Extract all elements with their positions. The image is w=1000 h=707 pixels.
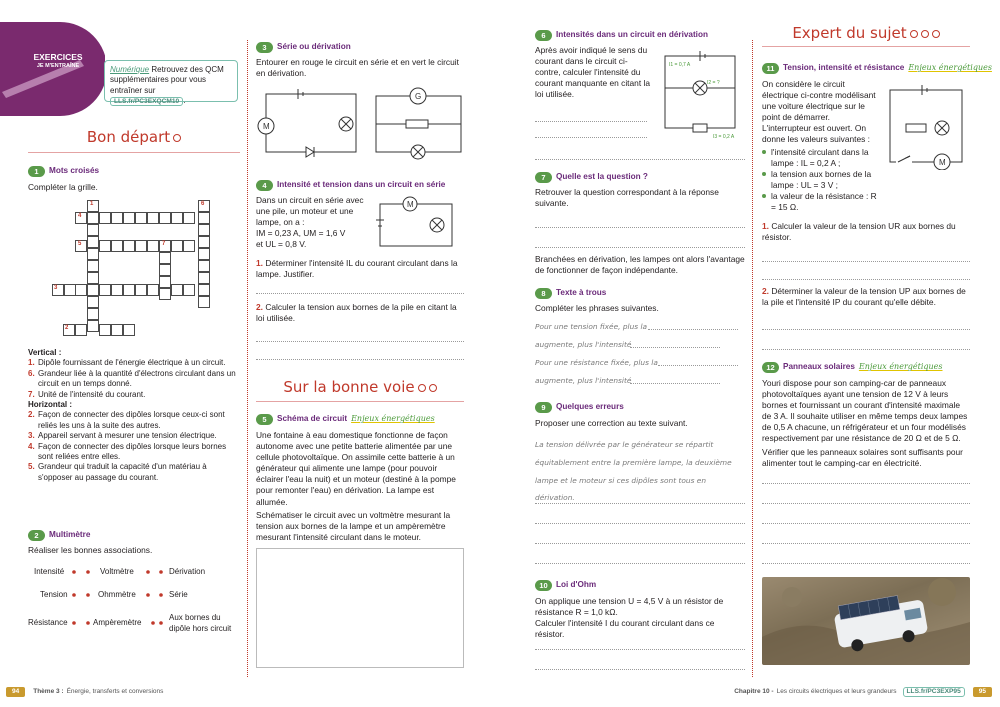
section-expert: Expert du sujet [762, 24, 970, 44]
match-middle: Ampèremètre [93, 618, 142, 627]
ex8-text: Compléter les phrases suivantes. [535, 303, 659, 313]
ex7-header: 7 Quelle est la question ? [535, 172, 648, 183]
ex6-circuit [655, 46, 745, 141]
numerique-text: Retrouvez des QCM supplémentaires pour vous entraîner sur [110, 65, 224, 95]
ex11-q1: 1. Calculer la valeur de la tension UR aux bornes du résistor. [762, 221, 956, 243]
ex5-answer-box[interactable] [256, 548, 464, 668]
section-bonne-voie: Sur la bonne voie [256, 378, 464, 398]
camper-van-photo [762, 577, 970, 665]
match-middle: Ohmmètre [98, 590, 136, 599]
match-right: Aux bornes du dipôle hors circuit [169, 613, 232, 633]
match-right: Série [169, 590, 188, 599]
clue-item: 6. Grandeur liée à la quantité d'électrons circulant dans un circuit en un temps donné. [28, 368, 236, 389]
page-number-left: 94 [6, 687, 25, 698]
ex11-intro: On considère le circuit électrique ci-contre modélisant une voiture électrique sur le point de démarrer. L'interrupteur est ouvert. On donne les valeurs suivantes : [762, 79, 876, 145]
ex5-header: 5 Schéma de circuit Enjeux énergétiques [256, 414, 435, 425]
ex10-text: On applique une tension U = 4,5 V à un résistor de résistance R = 1,0 kΩ. Calculer l'intensité I du courant circulant dans ce résistor. [535, 596, 724, 640]
numerique-box: Numérique Retrouvez des QCM supplémentaires pour vous entraîner sur LLS.fr/PC3EXQCM10 . [104, 60, 238, 102]
grid-number: 1 [90, 201, 94, 207]
clue-item: 2. Façon de connecter des dipôles lorsque ceux-ci sont reliés les uns à la suite des autres. [28, 410, 225, 430]
matching-exercise[interactable] [28, 565, 243, 640]
ex8-line: augmente, plus l'intensité [535, 340, 632, 349]
section-bon-depart: Bon départ [28, 128, 240, 148]
grid-number: 4 [78, 213, 82, 219]
ex6-text: Après avoir indiqué le sens du courant dans le circuit ci-contre, calculer l'intensité du courant manquante en citant la loi utilisée. [535, 45, 651, 100]
ex11-header: 11 Tension, intensité et résistance Enjeux énergétiques [762, 63, 992, 74]
ex1-header [28, 166, 99, 177]
match-right: Dérivation [169, 567, 206, 576]
ex8-header: 8 Texte à trous [535, 288, 606, 299]
footer-link[interactable]: LLS.fr/PC3EXP95 [903, 687, 965, 698]
ex9-header: 9 Quelques erreurs [535, 402, 624, 413]
svg-text:M: M [407, 200, 414, 209]
ex11-circuit [880, 80, 970, 170]
page-number-right: 95 [973, 687, 992, 698]
ex9-text: Proposer une correction au texte suivant. [535, 418, 688, 428]
ex2-header: 2 Multimètre [28, 530, 90, 541]
grid-number: 7 [162, 241, 166, 247]
match-middle: Voltmètre [100, 567, 134, 576]
clue-item: 1. Dipôle fournissant de l'énergie électrique à un circuit. [28, 358, 226, 368]
ex2-instruction: Réaliser les bonnes associations. [28, 545, 153, 555]
crossword-grid[interactable] [54, 200, 220, 340]
badge-line2: JE M'ENTRAÎNE [36, 63, 80, 70]
svg-text:M: M [939, 158, 946, 167]
motor-symbol: M [263, 122, 270, 131]
match-left: Tension [40, 590, 68, 599]
ex11-q2: 2. Déterminer la valeur de la tension UP aux bornes de la pile et l'intensité IP du courant qu'elle débite. [762, 286, 966, 308]
ex7-text: Retrouver la question correspondant à la réponse suivante. [535, 187, 719, 209]
badge-line1: EXERCICES [33, 52, 83, 62]
ex8-line: augmente, plus l'intensité [535, 376, 632, 385]
clue-item: 5. Grandeur qui traduit la capacité d'un matériau à s'opposer au passage du courant. [28, 462, 207, 482]
ex6-header: 6 Intensités dans un circuit en dérivation [535, 30, 708, 41]
ex1-number: 1 [28, 166, 45, 177]
svg-text:I3 = 0,2 A: I3 = 0,2 A [713, 134, 735, 140]
ex3-header: 3 Série ou dérivation [256, 42, 351, 53]
ex8-line: Pour une tension fixée, plus la [535, 322, 648, 331]
match-left: Résistance [28, 618, 68, 627]
ex3-text: Entourer en rouge le circuit en série et en vert le circuit en dérivation. [256, 57, 459, 79]
clue-item: 4. Façon de connecter des dipôles lorsque leurs bornes sont reliées entre elles. [28, 441, 227, 461]
grid-number: 2 [65, 325, 69, 331]
ex1-title: Mots croisés [49, 166, 100, 176]
ex10-header: 10 Loi d'Ohm [535, 580, 596, 591]
ex9-handwritten: La tension délivrée par le générateur se répartit équitablement entre la première lampe, la deuxième lampe et le moteur si ces dipôles sont tous en dérivation. [535, 440, 732, 503]
ex7-answer: Branchées en dérivation, les lampes ont alors l'avantage de fonctionner de façon indépendante. [535, 254, 745, 276]
numerique-tag: Numérique [110, 65, 150, 74]
ex12-text: Youri dispose pour son camping-car de panneaux photovoltaïques ayant une tension de 12 V à leurs bornes et fournissant un courant d'intensité maximale de 3 A. Il souhaite utiliser en même temps deux lampes de 0,5 A chacune, un réfrigérateur et un four modélisés respectivement par une résistance de 20 Ω et de 5 Ω. Vérifier que les panneaux solaires sont suffisants pour alimenter tout le camping-car en électricité. [762, 378, 968, 468]
numerique-link[interactable]: LLS.fr/PC3EXQCM10 [110, 97, 183, 106]
grid-number: 6 [201, 201, 205, 207]
svg-text:I2 = ?: I2 = ? [707, 80, 720, 86]
ex8-line: Pour une résistance fixée, plus la [535, 358, 658, 367]
ex11-bullets: l'intensité circulant dans la lampe : IL = 0,2 A ; la tension aux bornes de la lampe : UL = 3 V ; la valeur de la résistance : R = 15 Ω. [762, 147, 877, 214]
ex4-q2: 2. Calculer la tension aux bornes de la pile en citant la loi utilisée. [256, 302, 457, 324]
ex1-instruction: Compléter la grille. [28, 182, 98, 192]
vertical-title: Vertical : [28, 348, 62, 357]
grid-number: 5 [78, 241, 82, 247]
match-left: Intensité [34, 567, 65, 576]
horizontal-title: Horizontal : [28, 399, 72, 409]
ex12-header: 12 Panneaux solaires Enjeux énergétiques [762, 362, 943, 373]
ex4-circuit [372, 196, 460, 254]
ex4-intro: Dans un circuit en série avec une pile, un moteur et une lampe, on a : IM = 0,23 A, UM = 1,6 V et UL = 0,8 V. [256, 195, 364, 250]
ex5-text: Une fontaine à eau domestique fonctionne de façon autonome avec une petite batterie alimentée par une cellule photovoltaïque. On assimile cette batterie à un générateur qui alimente une lampe (pour pouvoir éclairer l'eau la nuit) et un moteur (destiné à la pompe pour remonter l'eau) en dérivation. La lampe est allumée. Schématiser le circuit avec un voltmètre mesurant la tension aux bornes de la lampe et un ampèremètre mesurant l'intensité circulant dans le moteur. [256, 430, 456, 542]
ex4-q1: 1. Déterminer l'intensité IL du courant circulant dans la lampe. Justifier. [256, 258, 458, 280]
clue-item: 3. Appareil servant à mesurer une tension électrique. [28, 431, 217, 441]
ex4-header: 4 Intensité et tension dans un circuit en série [256, 180, 445, 191]
svg-text:I1 = 0,7 A: I1 = 0,7 A [669, 62, 691, 68]
grid-number: 3 [54, 285, 58, 291]
generator-symbol: G [415, 92, 422, 101]
ex1-clues [28, 348, 240, 483]
clue-item: 7. Unité de l'intensité du courant. [28, 389, 146, 399]
ex3-circuits [256, 84, 466, 164]
